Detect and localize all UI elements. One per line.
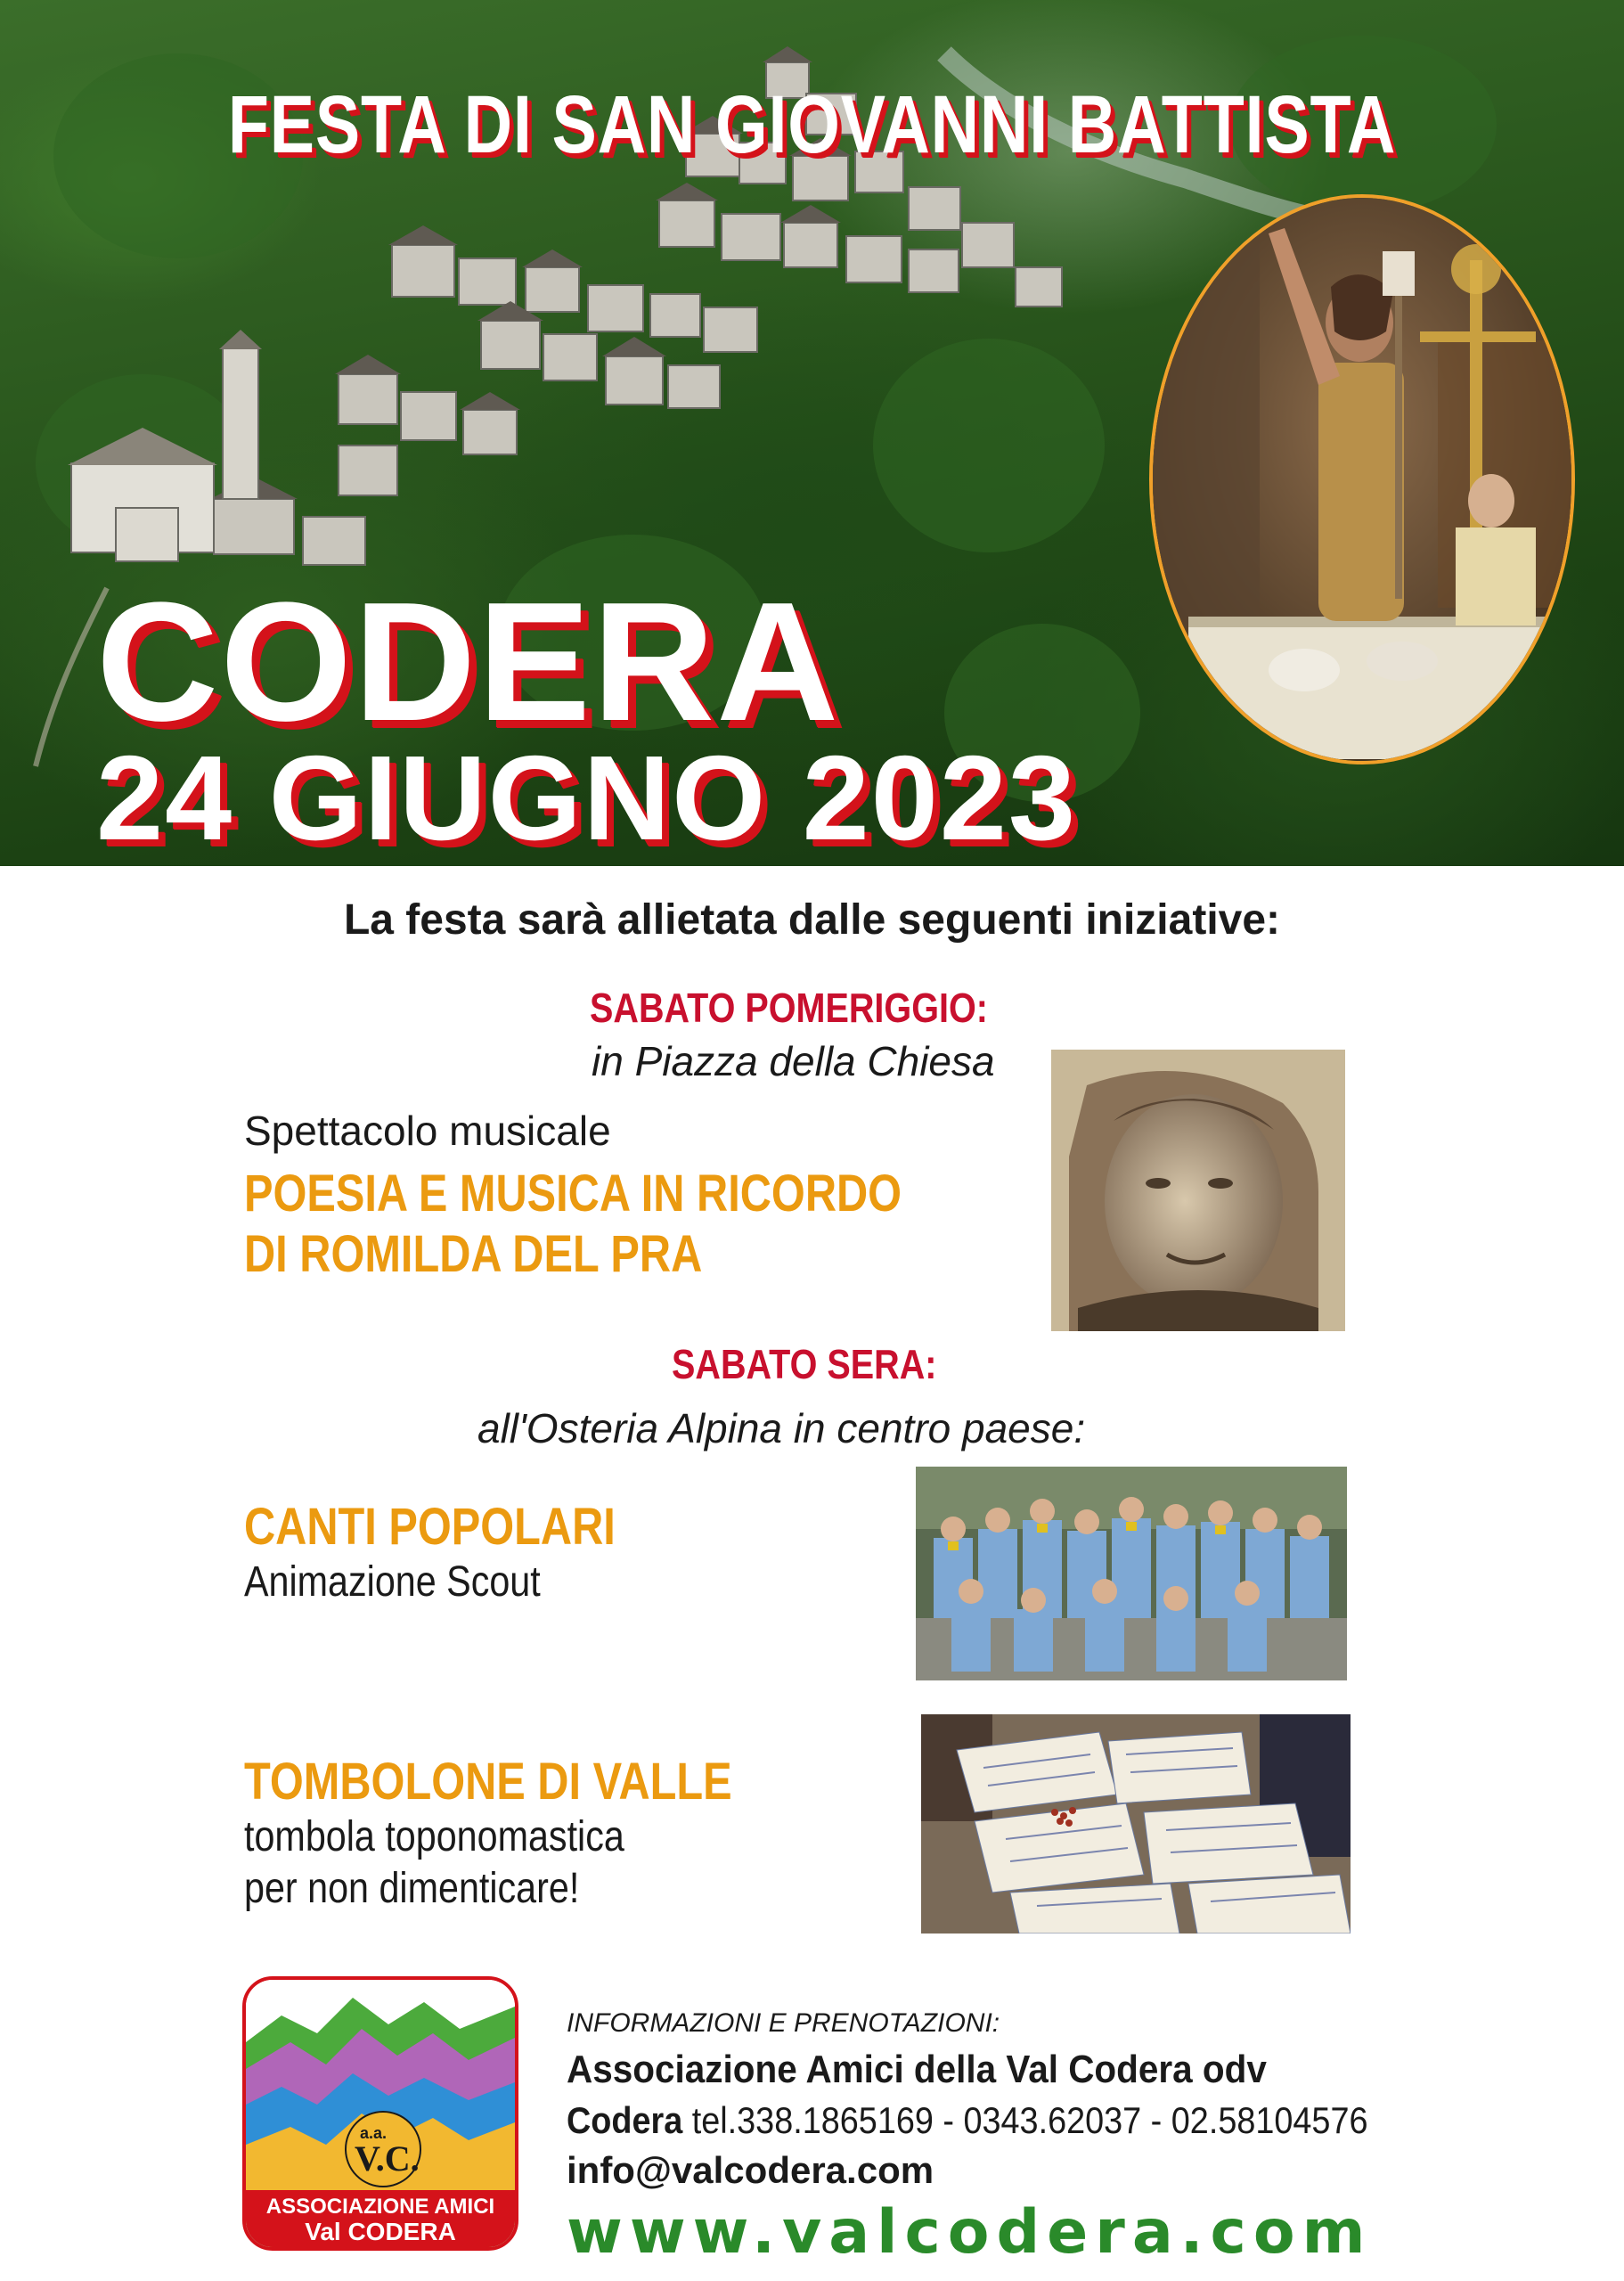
hero-banner: [0, 0, 1624, 866]
tombola-photo: [921, 1714, 1351, 1934]
saturday-evening-place: all'Osteria Alpina in centro paese:: [477, 1405, 1086, 1451]
event1-description: Animazione Scout: [244, 1558, 541, 1606]
event1-title: CANTI POPOLARI: [244, 1498, 616, 1556]
website-link[interactable]: www.valcodera.com: [567, 2197, 1373, 2268]
saturday-afternoon-heading: SABATO POMERIGGIO:: [590, 985, 988, 1031]
logo-mark: V.C.: [355, 2138, 420, 2179]
association-logo: [242, 1976, 518, 2251]
contact-phones: [567, 2099, 1368, 2142]
saint-statue-photo: [1149, 194, 1575, 764]
logo-initials: a.a.: [360, 2124, 388, 2142]
portrait-photo: [1051, 1050, 1345, 1331]
event2-description-line1: tombola toponomastica: [244, 1813, 624, 1860]
event2-title: TOMBOLONE DI VALLE: [244, 1753, 732, 1811]
logo-line2: Val CODERA: [305, 2218, 456, 2245]
scout-choir-photo: [916, 1467, 1347, 1680]
intro-text: La festa sarà allietata dalle seguenti iniziative:: [343, 896, 1281, 944]
contact-email[interactable]: info@valcodera.com: [567, 2149, 934, 2191]
association-name: Associazione Amici della Val Codera odv: [567, 2048, 1267, 2091]
event-title: FESTA DI SAN GIOVANNI BATTISTA: [227, 79, 1397, 170]
logo-line1: ASSOCIAZIONE AMICI: [265, 2195, 495, 2219]
show-type: Spettacolo musicale: [244, 1108, 611, 1154]
show-title-line2: DI ROMILDA DEL PRA: [244, 1225, 703, 1283]
show-title-line1: POESIA E MUSICA IN RICORDO: [244, 1165, 902, 1222]
town-name: CODERA: [96, 568, 841, 756]
info-label: INFORMAZIONI E PRENOTAZIONI:: [567, 2008, 1000, 2038]
phone-numbers: tel.338.1865169 - 0343.62037 - 02.58104576: [682, 2099, 1368, 2141]
saturday-evening-heading: SABATO SERA:: [672, 1341, 937, 1387]
event2-description-line2: per non dimenticare!: [244, 1865, 580, 1912]
contact-place: Codera: [567, 2099, 683, 2141]
event-date: 24 GIUGNO 2023: [96, 731, 1078, 865]
saturday-afternoon-place: in Piazza della Chiesa: [592, 1038, 995, 1084]
